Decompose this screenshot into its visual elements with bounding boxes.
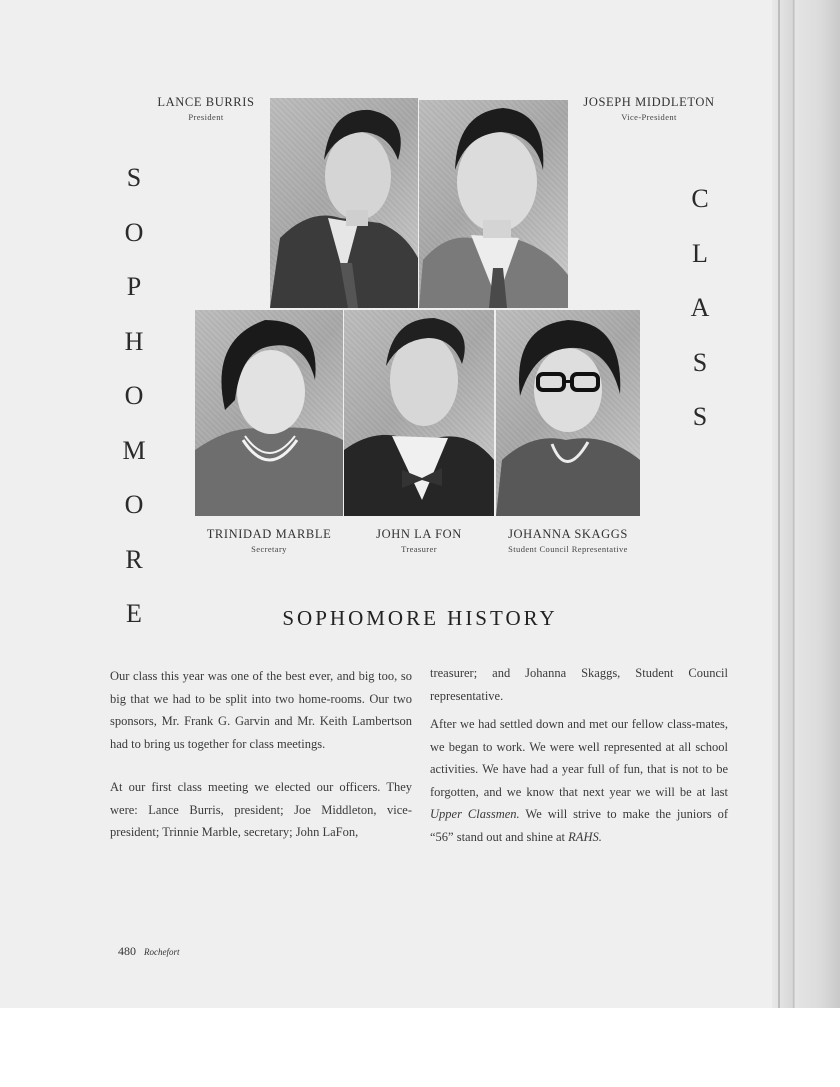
officer-name: JOHANNA SKAGGS [508,527,628,541]
letter: M [122,435,146,465]
caption-president [150,95,262,122]
letter: L [692,238,708,268]
officer-name: JOSEPH MIDDLETON [583,95,715,109]
portrait-photo-president [270,98,418,308]
caption-secretary [195,527,343,554]
history-column-right [430,662,728,848]
officer-name: LANCE BURRIS [157,95,255,109]
portrait-photo-council-rep [496,310,640,516]
history-paragraph: At our first class meeting we elected our officers. They were: Lance Burris, president; Joe Middleton, vice-president; Trinnie Marble, secretary; John LaFon, [110,780,412,839]
page-footer [118,944,180,959]
italic-text: Upper Classmen. [430,807,520,821]
caption-council-rep [496,527,640,554]
vertical-word-class [682,172,718,445]
letter: E [126,599,142,628]
caption-treasurer [344,527,494,554]
history-paragraph [430,713,728,848]
letter: O [124,490,144,519]
portrait-photo-vice-president [419,100,568,308]
letter: S [126,163,142,192]
letter: S [692,347,708,377]
page-binding-edge [772,0,840,1008]
letter: O [124,381,144,410]
letter: A [690,293,710,322]
officer-role: Treasurer [401,544,437,554]
officer-role: President [188,112,224,122]
publication-name: Rochefort [144,947,180,957]
history-column-left [110,665,412,844]
officer-name: JOHN LA FON [376,527,462,541]
portrait-photo-treasurer [344,310,494,516]
history-paragraph: Our class this year was one of the best ever, and big too, so big that we had to be split into two home-rooms. Our two sponsors, Mr. Frank G. Garvin and Mr. Keith Lambertson had to bring us together for class meetings. [110,669,412,751]
page-number: 480 [118,944,136,958]
text-run: We will strive to make the juniors of “56” stand out and shine at [430,807,728,844]
caption-vice-president [578,95,720,122]
history-paragraph: treasurer; and Johanna Skaggs, Student Council representative. [430,666,728,703]
vertical-word-sophomore [116,151,152,642]
letter: R [125,544,143,574]
text-run: After we had settled down and met our fellow class-mates, we began to work. We were well represented at all school activities. We have had a year full of fun, that is not to be forgotten, and we know that next year we will be at last [430,717,728,799]
portrait-photo-secretary [195,310,343,516]
officer-role: Vice-President [621,112,677,122]
officer-role: Student Council Representative [508,544,628,554]
italic-text: RAHS. [568,829,602,844]
letter: C [691,184,709,213]
officer-name: TRINIDAD MARBLE [206,527,332,541]
officer-role: Secretary [251,544,287,554]
letter: H [124,326,144,356]
letter: O [124,217,144,247]
section-title: SOPHOMORE HISTORY [282,606,558,630]
letter: S [692,402,708,431]
letter: P [126,272,142,301]
